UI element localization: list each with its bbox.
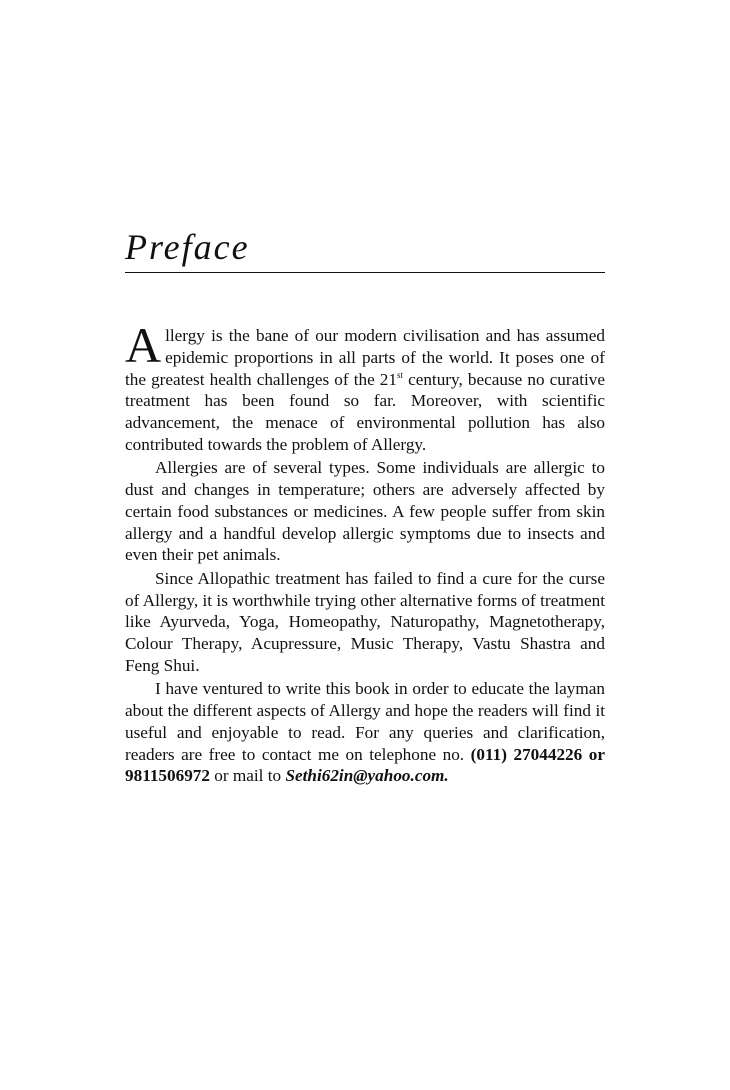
paragraph-1 [125,317,605,456]
paragraph-3: Since Allopathic treatment has failed to find a cure for the curse of Allergy, it is worthwhile trying other alternative forms of treatment like Ayurveda, Yoga, Homeopathy, Naturopathy, Magnetotherapy, Colour Therapy, Acupressure, Music Therapy, Vastu Shastra and Feng Shui. [125,568,605,675]
paragraph-4 [125,678,605,787]
preface-body [125,317,605,787]
paragraph-2: Allergies are of several types. Some individuals are allergic to dust and changes in temperature; others are adversely affected by certain food substances or medicines. A few people suffer from skin allergy and a handful develop allergic symptoms due to insects and even their pet animals. [125,458,605,565]
title-rule [125,272,605,273]
phone-numbers: (011) 27044226 or 9811506972 [125,744,605,786]
page [125,226,605,789]
email-address: Sethi62in@yahoo.com. [285,766,449,786]
paragraph-1-text-b: century, because no curative treatment has been found so far. Moreover, with scientific advancement, the menace of environmental pollution has also contributed towards the problem of Allergy. [125,369,605,454]
page-title: Preface [125,227,250,267]
paragraph-4-text: I have ventured to write this book in order to educate the layman about the different aspects of Allergy and hope the readers will find it useful and enjoyable to read. For any queries and clarification, readers are free to contact me on telephone no. [125,679,605,764]
mail-connector-text: or mail to [210,766,286,786]
drop-cap: A [125,317,162,373]
paragraph-1-text-a: llergy is the bane of our modern civilisation and has assumed epidemic proportions in all parts of the world. It poses one of the greatest health challenges of the 21 [125,326,605,389]
superscript-st: st [396,369,403,380]
